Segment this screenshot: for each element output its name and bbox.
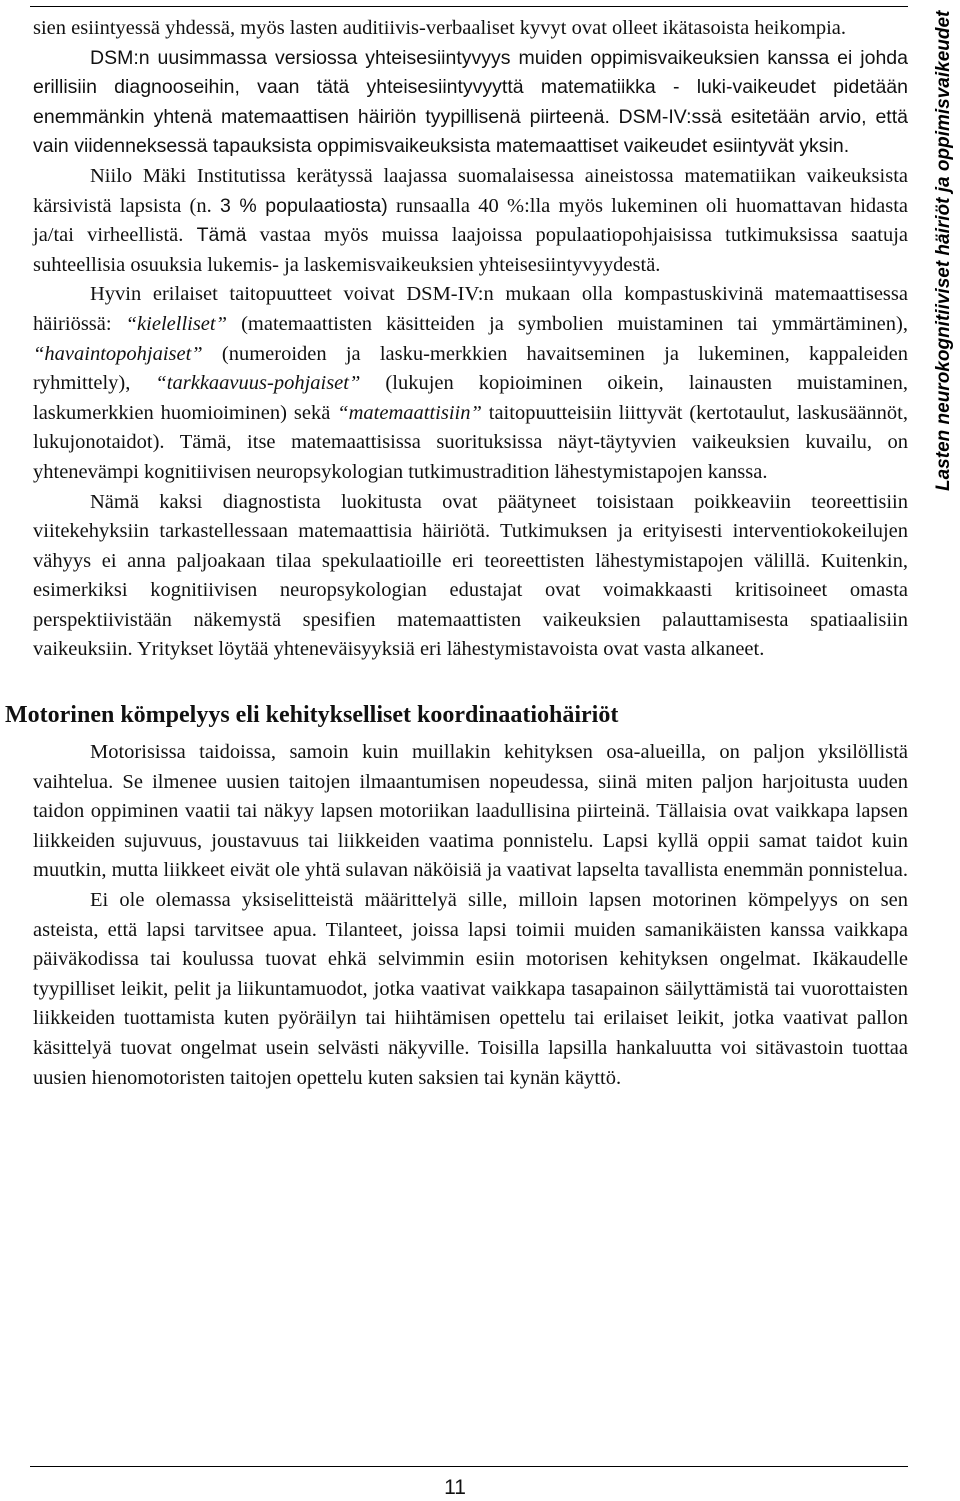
paragraph-4-d: (lukujen kopioiminen oikein, lainausten muistaminen, laskumerkkien huomioiminen) sekä [33, 372, 908, 424]
paragraph-3-sans: 3 % populaatiosta) [220, 194, 388, 217]
page-number: 11 [444, 1476, 466, 1499]
paragraph-4-e: taitopuutteisiin liittyvät (kertotaulut, laskusäännöt, lukujonotaidot). Tämä, itse matemaattisissa suorituksissa näyt-täytyvien vaikeuksien kuvailu, on yhtenevämpi kognitiivisen neuropsykologian tutkimustradition lähestymistapojen kanssa. [33, 401, 908, 483]
paragraph-6: Motorisissa taidoissa, samoin kuin muillakin kehityksen osa-alueilla, on paljon yksilöllistä vaihtelua. Se ilmenee uusien taitojen ilmaantumisen nopeudessa, siinä miten paljon harjoitusta uuden taidon oppiminen vaatii tai näkyy lapsen motoriikan laadullisina piirteinä. Tällaisia ovat vaikkapa lapsen liikkeiden sujuvuus, joustavuus tai liikkeiden vaatima ponnistelu. Lapsi kyllä oppii samat taidot kuin muutkin, mutta liikkeet eivät ole yhtä sulavan näköisiä ja vaativat lapselta tavallista enemmän ponnistelua. [33, 741, 908, 882]
term-matemaattisiin: “matemaattisiin” [337, 401, 482, 424]
running-title-tab [924, 10, 960, 496]
paragraph-2-cont: DSM-IV:ssä esitetään arvio, että vain viidenneksessä tapauksista oppimisvaikeuksista matemaattiset vaikeudet esiintyvät yksin. [33, 105, 908, 158]
term-havaintopohjaiset: “havaintopohjaiset” [33, 342, 203, 365]
running-title: Lasten neurokognitiiviset häiriöt ja oppimisvaikeudet [933, 10, 954, 491]
paragraph-3-start: Niilo Mäki Institutissa kerätyssä laajassa suomalaisessa aineistossa matematiikan vaikeuksista kärsivistä lapsista (n. [33, 164, 908, 217]
paragraph-3 [33, 162, 908, 280]
section-heading: Motorinen kömpelyys eli kehitykselliset koordinaatiohäiriöt [5, 702, 619, 729]
top-rule [30, 6, 908, 7]
paragraph-4 [33, 280, 908, 487]
footer-rule [30, 1466, 908, 1467]
term-tarkkaavuus-pohjaiset: “tarkkaavuus-pohjaiset” [155, 372, 361, 395]
paragraph-2-text: DSM:n uusimmassa versiossa yhteisesiintyvyys muiden oppimisvaikeuksien kanssa ei johda erillisiin diagnooseihin, vaan tätä yhteisesiintyvyyttä matematiikka - luki-vaikeudet pidetään enemmänkin yhtenä matemaattisen häiriön tyypillisenä piirteenä. [33, 46, 908, 128]
paragraph-4-c: (numeroiden ja lasku-merkkien havaitseminen ja lukeminen, kappaleiden ryhmittely), [33, 342, 908, 395]
paragraph-1: sien esiintyessä yhdessä, myös lasten auditiivis-verbaaliset kyvyt ovat olleet ikätasoista heikompia. [33, 17, 846, 39]
page-body [5, 14, 909, 1093]
term-kielelliset: “kielelliset” [125, 312, 228, 335]
paragraph-2 [33, 44, 908, 162]
paragraph-5: Nämä kaksi diagnostista luokitusta ovat päätyneet toisistaan poikkeaviin teoreettisiin viitekehyksiin tarkastellessaan matemaattisia häiriötä. Tutkimuksen ja erityisesti interventiokokeilujen vähyys ei anna paljoakaan tilaa spekulaatioille eri teoreettisten lähestymistapojen välillä. Kuitenkin, esimerkiksi kognitiivisen neuropsykologian edustajat ovat voimakkaasti kritisoineet omasta perspektiivistään näkemystä spesifien matemaattisten vaikeuksien palauttamisesta spatiaalisiin vaikeuksiin. Yritykset löytää yhteneväisyyksiä eri lähestymistavoista ovat vasta alkaneet. [33, 490, 908, 661]
paragraph-3-end: vastaa myös muissa laajoissa populaatiopohjaisissa tutkimuksissa saatuja suhteellisia osuuksia lukemis- ja laskemisvaikeuksien yhteisesiintyvyydestä. [33, 224, 909, 276]
paragraph-4-a: Hyvin erilaiset taitopuutteet voivat DSM-IV:n mukaan olla kompastuskivinä matemaattisessa häiriössä: [33, 283, 908, 335]
paragraph-3-rest: runsaalla 40 %:lla myös lukeminen oli huomattavan hidasta ja/tai virheellistä. [33, 194, 909, 247]
paragraph-7: Ei ole olemassa yksiselitteistä määrittelyä sille, milloin lapsen motorinen kömpelyys on sen asteista, että lapsi tarvitsee apua. Tilanteet, joissa lapsi toimii muiden samanikäisten kanssa vaikkapa päiväkodissa tai koulussa tuovat ehkä selvimmin esiin motorisen kehityksen ongelmat. Ikäkaudelle tyypilliset leikit, pelit ja liikuntamuodot, jotka vaativat vaikkapa tasapainon säilyttämistä tai vuorottaisten liikkeiden tuottamista kuten pyöräilyn tai hiihtämisen opettelu tai erilaiset leikit, jotka vaativat pallon käsittelyä tuovat ongelmat usein selvästi näkyville. Toisilla lapsilla hankaluutta voi sitävastoin tuottaa uusien hienomotoristen taitojen opettelu kuten saksien tai kynän käyttö. [33, 889, 908, 1089]
paragraph-3-sans2: Tämä [196, 224, 247, 247]
paragraph-4-b: (matemaattisten käsitteiden ja symbolien muistaminen tai ymmärtäminen), [227, 312, 908, 335]
